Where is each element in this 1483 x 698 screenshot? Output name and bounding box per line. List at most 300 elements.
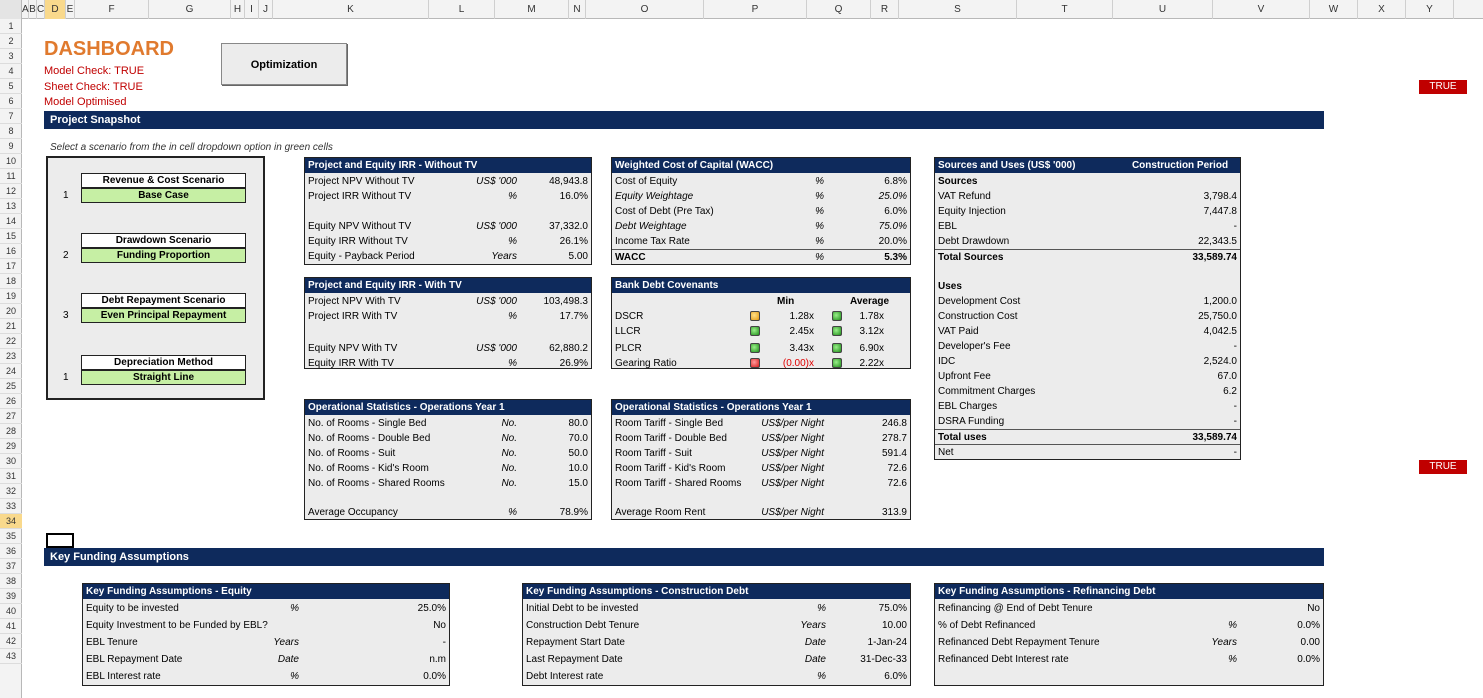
row-label: Construction Cost xyxy=(938,311,1018,322)
row-value[interactable]: 25.0% xyxy=(878,191,907,202)
status-light-icon xyxy=(750,311,760,321)
panel-row xyxy=(612,249,910,264)
row-unit: US$/per Night xyxy=(761,463,824,474)
project-snapshot-bar: Project Snapshot xyxy=(44,111,1324,129)
panel-row xyxy=(305,174,591,189)
scenario-number: 2 xyxy=(63,250,69,261)
row-unit: No. xyxy=(501,478,517,489)
row-header-cell[interactable]: 15 xyxy=(0,229,22,244)
row-value[interactable]: 25.0% xyxy=(417,603,446,614)
scenario-dropdown[interactable]: Base Case xyxy=(81,188,246,203)
row-value[interactable]: 0.00 xyxy=(1300,637,1320,648)
row-value[interactable]: n.m xyxy=(429,654,446,665)
sources-uses-row xyxy=(935,354,1240,369)
row-value[interactable]: 75.0% xyxy=(878,221,907,232)
row-unit: US$ '000 xyxy=(476,343,517,354)
status-light-icon xyxy=(750,358,760,368)
construction-period-header: Construction Period xyxy=(1131,160,1229,171)
row-value[interactable]: 25,750.0 xyxy=(1198,311,1237,322)
status-light-icon xyxy=(832,326,842,336)
row-header-cell[interactable]: 22 xyxy=(0,334,22,349)
column-header-cell[interactable]: R xyxy=(871,0,899,19)
row-header-cell[interactable]: 35 xyxy=(0,529,22,544)
row-label: Room Tariff - Kid's Room xyxy=(615,463,726,474)
row-label: EBL xyxy=(938,221,957,232)
row-label: Total uses xyxy=(938,432,987,443)
row-value[interactable]: 0.0% xyxy=(1297,620,1320,631)
row-value[interactable]: No xyxy=(1307,603,1320,614)
sources-uses-row xyxy=(935,339,1240,354)
row-label: EBL Tenure xyxy=(86,637,138,648)
row-value[interactable]: - xyxy=(1233,221,1237,232)
row-label: No. of Rooms - Double Bed xyxy=(308,433,431,444)
row-header-cell[interactable]: 39 xyxy=(0,589,22,604)
column-header-cell[interactable]: H xyxy=(231,0,245,19)
key-funding-bar: Key Funding Assumptions xyxy=(44,548,1324,566)
status-light-icon xyxy=(832,311,842,321)
page-title: DASHBOARD xyxy=(44,38,174,60)
sources-uses-row xyxy=(935,279,1240,294)
row-unit: % xyxy=(508,191,517,202)
row-header-cell[interactable]: 41 xyxy=(0,619,22,634)
scenario-number: 1 xyxy=(63,372,69,383)
covenants-panel xyxy=(611,277,911,369)
row-label: Developer's Fee xyxy=(938,341,1011,352)
row-value[interactable]: 37,332.0 xyxy=(549,221,588,232)
row-unit: % xyxy=(508,236,517,247)
row-value[interactable]: - xyxy=(1233,416,1237,427)
row-label: Income Tax Rate xyxy=(615,236,690,247)
row-unit: % xyxy=(815,236,824,247)
column-header-cell[interactable]: A xyxy=(22,0,29,19)
ops-tariff-title: Operational Statistics - Operations Year 1 xyxy=(612,400,910,415)
row-unit: US$/per Night xyxy=(761,478,824,489)
row-header-cell[interactable]: 30 xyxy=(0,454,22,469)
column-header-cell[interactable]: E xyxy=(66,0,75,19)
row-value[interactable]: 72.6 xyxy=(887,478,907,489)
row-label: Project IRR Without TV xyxy=(308,191,412,202)
row-unit: US$/per Night xyxy=(761,507,824,518)
row-label: Total Sources xyxy=(938,252,1004,263)
row-header-cell[interactable]: 25 xyxy=(0,379,22,394)
row-header-cell[interactable]: 8 xyxy=(0,124,22,139)
row-value[interactable]: 2,524.0 xyxy=(1203,356,1237,367)
panel-row xyxy=(612,219,910,234)
row-label: IDC xyxy=(938,356,956,367)
covenant-min: (0.00)x xyxy=(782,358,814,369)
panel-row xyxy=(523,652,910,667)
row-value[interactable]: 3,798.4 xyxy=(1203,191,1237,202)
row-label: Sources xyxy=(938,176,978,187)
row-unit: US$/per Night xyxy=(761,448,824,459)
row-unit: US$/per Night xyxy=(761,433,824,444)
irr-without-tv-title: Project and Equity IRR - Without TV xyxy=(305,158,591,173)
sources-uses-row xyxy=(935,189,1240,204)
column-header-cell[interactable]: Q xyxy=(807,0,871,19)
row-label: Upfront Fee xyxy=(938,371,991,382)
row-header-cell[interactable]: 6 xyxy=(0,94,22,109)
panel-row xyxy=(305,461,591,476)
panel-row xyxy=(612,476,910,491)
column-header-cell[interactable]: S xyxy=(899,0,1017,19)
row-value[interactable]: 15.0 xyxy=(568,478,588,489)
row-label: DSRA Funding xyxy=(938,416,1005,427)
panel-row xyxy=(305,249,591,264)
panel-footer-row xyxy=(612,505,910,520)
row-header-cell[interactable]: 38 xyxy=(0,574,22,589)
row-value[interactable]: 22,343.5 xyxy=(1198,236,1237,247)
active-cell-d34[interactable] xyxy=(46,533,74,548)
row-unit: US$ '000 xyxy=(476,296,517,307)
row-value[interactable]: 75.0% xyxy=(878,603,907,614)
covenant-min: 1.28x xyxy=(789,311,814,322)
row-value[interactable]: 0.0% xyxy=(1297,654,1320,665)
row-value[interactable]: 5.3% xyxy=(884,252,907,263)
panel-row xyxy=(523,669,910,684)
row-value[interactable]: 20.0% xyxy=(878,236,907,247)
covenant-row xyxy=(612,356,910,371)
row-label: Uses xyxy=(938,281,962,292)
column-header-cell[interactable]: D xyxy=(45,0,66,19)
row-header-cell[interactable]: 4 xyxy=(0,64,22,79)
row-label: EBL Repayment Date xyxy=(86,654,183,665)
row-label: Equity Injection xyxy=(938,206,1006,217)
panel-row xyxy=(305,294,591,309)
row-header-cell[interactable]: 24 xyxy=(0,364,22,379)
row-label: Debt Weightage xyxy=(615,221,687,232)
row-value[interactable]: 10.00 xyxy=(881,620,907,631)
covenant-row xyxy=(612,341,910,356)
covenants-min-header: Min xyxy=(777,296,795,307)
column-header-cell[interactable]: X xyxy=(1358,0,1406,19)
row-label: Commitment Charges xyxy=(938,386,1036,397)
row-value[interactable]: 313.9 xyxy=(881,507,907,518)
row-header-cell[interactable]: 37 xyxy=(0,559,22,574)
row-label: Equity IRR With TV xyxy=(308,358,394,369)
row-label: VAT Refund xyxy=(938,191,991,202)
row-label: Debt Interest rate xyxy=(526,671,604,682)
row-header-cell[interactable]: 36 xyxy=(0,544,22,559)
sources-uses-row xyxy=(935,219,1240,234)
row-unit: Years xyxy=(273,637,299,648)
row-value[interactable]: 31-Dec-33 xyxy=(860,654,907,665)
row-unit: % xyxy=(290,603,299,614)
panel-row xyxy=(305,309,591,324)
row-header-cell[interactable]: 12 xyxy=(0,184,22,199)
panel-row xyxy=(523,635,910,650)
row-value[interactable]: 7,447.8 xyxy=(1203,206,1237,217)
covenant-row xyxy=(612,324,910,339)
panel-footer-row xyxy=(305,505,591,520)
row-header-cell[interactable]: 7 xyxy=(0,109,22,124)
panel-row xyxy=(305,431,591,446)
status-light-icon xyxy=(832,343,842,353)
irr-with-tv-title: Project and Equity IRR - With TV xyxy=(305,278,591,293)
scenario-number: 3 xyxy=(63,310,69,321)
panel-row xyxy=(612,189,910,204)
row-header-cell[interactable]: 33 xyxy=(0,499,22,514)
true-flag-top: TRUE xyxy=(1419,80,1467,94)
covenant-label: LLCR xyxy=(615,326,641,337)
column-header-cell[interactable]: K xyxy=(273,0,429,19)
true-flag-mid: TRUE xyxy=(1419,460,1467,474)
row-value[interactable]: - xyxy=(1233,401,1237,412)
sources-uses-row xyxy=(935,414,1240,429)
row-unit: % xyxy=(815,206,824,217)
row-unit: Date xyxy=(277,654,299,665)
row-label: Project NPV With TV xyxy=(308,296,401,307)
row-unit: % xyxy=(508,358,517,369)
row-header-cell[interactable]: 16 xyxy=(0,244,22,259)
row-label: Refinanced Debt Interest rate xyxy=(938,654,1069,665)
row-header-cell[interactable]: 17 xyxy=(0,259,22,274)
row-label: No. of Rooms - Single Bed xyxy=(308,418,427,429)
scenario-dropdown[interactable]: Funding Proportion xyxy=(81,248,246,263)
column-header-cell[interactable]: M xyxy=(495,0,569,19)
row-header-cell[interactable]: 2 xyxy=(0,34,22,49)
row-unit: Date xyxy=(804,637,826,648)
column-header-cell[interactable]: C xyxy=(37,0,45,19)
row-value[interactable]: 50.0 xyxy=(568,448,588,459)
panel-row xyxy=(305,341,591,356)
row-value[interactable]: 1-Jan-24 xyxy=(867,637,907,648)
panel-row xyxy=(612,461,910,476)
row-value[interactable]: 103,498.3 xyxy=(543,296,588,307)
wacc-panel xyxy=(611,157,911,265)
row-header-cell[interactable]: 10 xyxy=(0,154,22,169)
row-value[interactable]: 78.9% xyxy=(559,507,588,518)
row-unit: % xyxy=(1228,620,1237,631)
row-label: Room Tariff - Double Bed xyxy=(615,433,727,444)
row-unit: US$/per Night xyxy=(761,418,824,429)
column-header-cell[interactable]: N xyxy=(569,0,586,19)
panel-row xyxy=(305,476,591,491)
row-label: Project IRR With TV xyxy=(308,311,398,322)
column-header-cell[interactable]: J xyxy=(259,0,273,19)
row-label: Development Cost xyxy=(938,296,1021,307)
row-label: Room Tariff - Shared Rooms xyxy=(615,478,742,489)
column-header-cell[interactable]: P xyxy=(704,0,807,19)
column-header-cell[interactable]: U xyxy=(1113,0,1213,19)
panel-row xyxy=(83,601,449,616)
row-header-bar xyxy=(0,19,22,698)
row-header-cell[interactable]: 27 xyxy=(0,409,22,424)
sources-uses-title-text: Sources and Uses (US$ '000) xyxy=(938,160,1076,171)
status-light-icon xyxy=(832,358,842,368)
ops-tariff-panel xyxy=(611,399,911,520)
panel-row xyxy=(523,618,910,633)
ops-rooms-title: Operational Statistics - Operations Year 1 xyxy=(305,400,591,415)
irr-with-tv-panel xyxy=(304,277,592,369)
status-light-icon xyxy=(750,343,760,353)
kfa-equity-panel xyxy=(82,583,450,686)
row-header-cell[interactable]: 3 xyxy=(0,49,22,64)
row-header-cell[interactable]: 21 xyxy=(0,319,22,334)
row-unit: No. xyxy=(501,448,517,459)
row-value[interactable]: 80.0 xyxy=(568,418,588,429)
row-value[interactable]: 1,200.0 xyxy=(1203,296,1237,307)
row-label: Refinanced Debt Repayment Tenure xyxy=(938,637,1100,648)
scenario-hint: Select a scenario from the in cell dropdown option in green cells xyxy=(50,142,333,153)
column-header-cell[interactable]: L xyxy=(429,0,495,19)
row-label: Initial Debt to be invested xyxy=(526,603,639,614)
panel-row xyxy=(305,416,591,431)
covenant-row xyxy=(612,309,910,324)
sources-uses-panel xyxy=(934,157,1241,460)
row-header-cell[interactable]: 18 xyxy=(0,274,22,289)
row-label: VAT Paid xyxy=(938,326,979,337)
panel-row xyxy=(83,652,449,667)
sources-uses-row xyxy=(935,444,1240,459)
row-label: EBL Interest rate xyxy=(86,671,161,682)
row-value[interactable]: 16.0% xyxy=(559,191,588,202)
row-header-cell[interactable]: 34 xyxy=(0,514,22,529)
column-header-cell[interactable]: Y xyxy=(1406,0,1454,19)
row-value[interactable]: 246.8 xyxy=(881,418,907,429)
row-value[interactable]: - xyxy=(442,637,446,648)
scenario-title: Depreciation Method xyxy=(81,355,246,370)
row-value[interactable]: 5.00 xyxy=(568,251,588,262)
row-label: Room Tariff - Suit xyxy=(615,448,692,459)
row-unit: Years xyxy=(800,620,826,631)
row-value[interactable]: - xyxy=(1233,341,1237,352)
row-value[interactable]: 278.7 xyxy=(881,433,907,444)
row-label: Cost of Debt (Pre Tax) xyxy=(615,206,714,217)
status-light-icon xyxy=(750,326,760,336)
ops-rooms-panel xyxy=(304,399,592,520)
row-header-cell[interactable]: 29 xyxy=(0,439,22,454)
sources-uses-row xyxy=(935,369,1240,384)
row-value[interactable]: 33,589.74 xyxy=(1192,252,1237,263)
covenant-min: 3.43x xyxy=(789,343,814,354)
select-all-corner[interactable] xyxy=(0,0,22,19)
row-label: Equity to be invested xyxy=(86,603,179,614)
row-label: Average Occupancy xyxy=(308,507,398,518)
row-unit: % xyxy=(1228,654,1237,665)
row-label: Equity NPV With TV xyxy=(308,343,398,354)
panel-row xyxy=(935,652,1323,667)
row-value[interactable]: - xyxy=(1233,447,1237,458)
panel-row xyxy=(935,635,1323,650)
row-label: Equity Weightage xyxy=(615,191,694,202)
row-value[interactable]: 0.0% xyxy=(423,671,446,682)
scenario-dropdown[interactable]: Even Principal Repayment xyxy=(81,308,246,323)
row-value[interactable]: 6.0% xyxy=(884,671,907,682)
covenant-label: Gearing Ratio xyxy=(615,358,677,369)
row-value[interactable]: 10.0 xyxy=(568,463,588,474)
row-header-cell[interactable]: 32 xyxy=(0,484,22,499)
sources-uses-title xyxy=(935,158,1240,173)
row-value[interactable]: No xyxy=(433,620,446,631)
column-header-cell[interactable]: G xyxy=(149,0,231,19)
row-header-cell[interactable]: 42 xyxy=(0,634,22,649)
column-header-cell[interactable]: O xyxy=(586,0,704,19)
sources-uses-row xyxy=(935,399,1240,414)
column-header-cell[interactable]: B xyxy=(29,0,37,19)
covenants-avg-header: Average xyxy=(850,296,890,307)
column-header-cell[interactable]: F xyxy=(75,0,149,19)
row-unit: % xyxy=(290,671,299,682)
sources-uses-row xyxy=(935,384,1240,399)
row-unit: % xyxy=(508,507,517,518)
covenant-label: PLCR xyxy=(615,343,642,354)
covenants-title: Bank Debt Covenants xyxy=(612,278,910,293)
row-value[interactable]: 6.8% xyxy=(884,176,907,187)
covenant-label: DSCR xyxy=(615,311,644,322)
row-value[interactable]: 4,042.5 xyxy=(1203,326,1237,337)
row-label: No. of Rooms - Kid's Room xyxy=(308,463,429,474)
row-unit: % xyxy=(817,671,826,682)
row-unit: No. xyxy=(501,463,517,474)
row-header-cell[interactable]: 11 xyxy=(0,169,22,184)
row-value[interactable]: 62,880.2 xyxy=(549,343,588,354)
row-value[interactable]: 26.1% xyxy=(559,236,588,247)
row-header-cell[interactable]: 26 xyxy=(0,394,22,409)
row-header-cell[interactable]: 1 xyxy=(0,19,22,34)
row-label: WACC xyxy=(615,252,646,263)
column-header-cell[interactable]: W xyxy=(1310,0,1358,19)
column-header-cell[interactable]: I xyxy=(245,0,259,19)
row-label: Equity - Payback Period xyxy=(308,251,415,262)
row-value[interactable]: 48,943.8 xyxy=(549,176,588,187)
row-unit: Years xyxy=(491,251,517,262)
column-header-cell[interactable]: T xyxy=(1017,0,1113,19)
scenario-dropdown[interactable]: Straight Line xyxy=(81,370,246,385)
row-header-cell[interactable]: 14 xyxy=(0,214,22,229)
row-value[interactable]: 72.6 xyxy=(887,463,907,474)
panel-row xyxy=(612,174,910,189)
panel-row xyxy=(83,618,449,633)
row-label: Debt Drawdown xyxy=(938,236,1010,247)
panel-row xyxy=(612,416,910,431)
panel-row xyxy=(935,601,1323,616)
row-value[interactable]: 33,589.74 xyxy=(1192,432,1237,443)
row-header-cell[interactable]: 20 xyxy=(0,304,22,319)
row-value[interactable]: 591.4 xyxy=(881,448,907,459)
row-label: Equity IRR Without TV xyxy=(308,236,408,247)
row-header-cell[interactable]: 28 xyxy=(0,424,22,439)
kfa-refinancing-title: Key Funding Assumptions - Refinancing Debt xyxy=(935,584,1323,599)
covenant-min: 2.45x xyxy=(789,326,814,337)
row-value[interactable]: 70.0 xyxy=(568,433,588,444)
row-label: Room Tariff - Single Bed xyxy=(615,418,724,429)
row-value[interactable]: 26.9% xyxy=(559,358,588,369)
row-header-cell[interactable]: 43 xyxy=(0,649,22,664)
irr-without-tv-panel xyxy=(304,157,592,265)
row-value[interactable]: 6.0% xyxy=(884,206,907,217)
covenant-avg: 1.78x xyxy=(859,311,884,322)
sources-uses-row xyxy=(935,174,1240,189)
row-header-cell[interactable]: 40 xyxy=(0,604,22,619)
row-header-cell[interactable]: 5 xyxy=(0,79,22,94)
row-header-cell[interactable]: 19 xyxy=(0,289,22,304)
optimization-button[interactable]: Optimization xyxy=(221,43,347,85)
panel-row xyxy=(83,669,449,684)
column-header-cell[interactable]: V xyxy=(1213,0,1310,19)
row-value[interactable]: 67.0 xyxy=(1217,371,1237,382)
column-header-bar xyxy=(0,0,1483,19)
row-label: Refinancing @ End of Debt Tenure xyxy=(938,603,1093,614)
row-label: % of Debt Refinanced xyxy=(938,620,1036,631)
row-header-cell[interactable]: 23 xyxy=(0,349,22,364)
row-header-cell[interactable]: 9 xyxy=(0,139,22,154)
panel-row xyxy=(523,601,910,616)
row-label: Net xyxy=(938,447,954,458)
row-value[interactable]: 17.7% xyxy=(559,311,588,322)
row-header-cell[interactable]: 31 xyxy=(0,469,22,484)
row-value[interactable]: 6.2 xyxy=(1223,386,1237,397)
row-header-cell[interactable]: 13 xyxy=(0,199,22,214)
